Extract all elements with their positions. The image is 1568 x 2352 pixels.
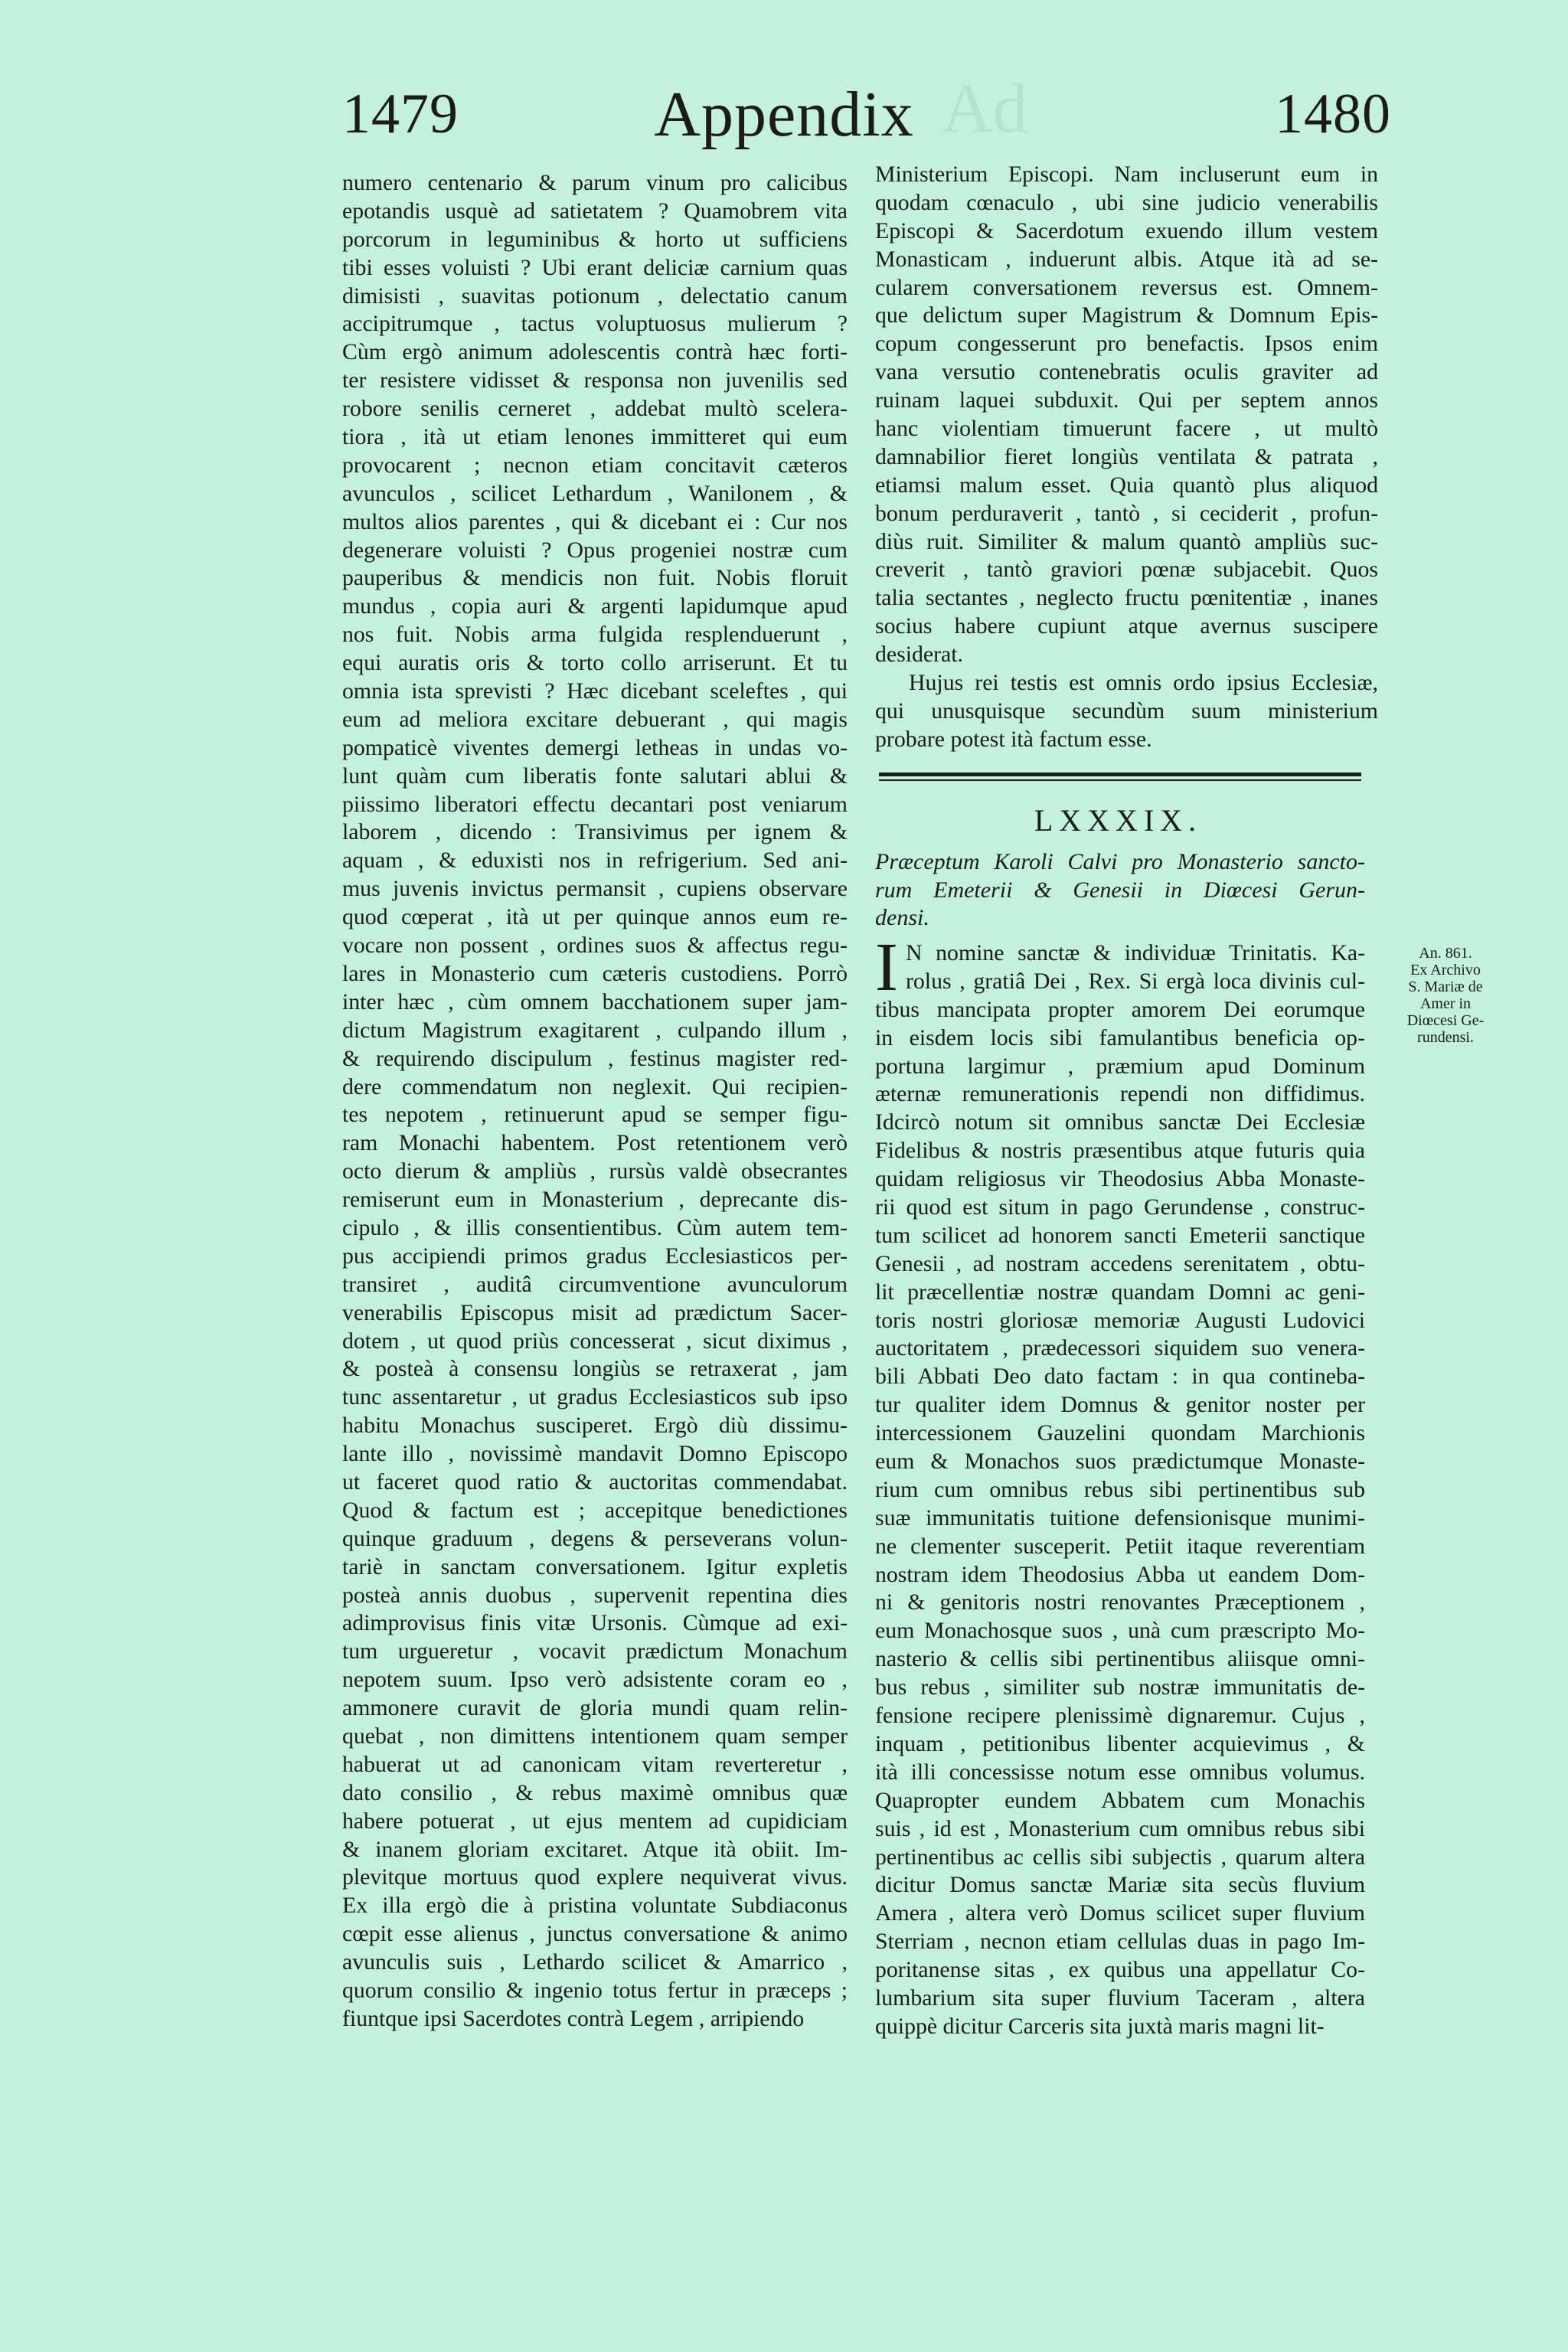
text-line: qui unusquisque secundùm suum ministerium xyxy=(875,697,1378,724)
text-line: equi auratis oris & torto collo arriserunt. Et tu xyxy=(342,650,848,676)
text-line: tiora , ità ut etiam lenones immitteret qui eum xyxy=(342,424,848,450)
text-line: fiuntque ipsi Sacerdotes contrà Legem , arripiendo xyxy=(342,2005,805,2031)
text-line: ter resistere vidisset & responsa non juvenilis sed xyxy=(342,368,848,394)
drop-cap-initial: I xyxy=(875,929,898,1005)
text-line: eum Monachosque suos , unà cum præscripto Mo- xyxy=(875,1618,1365,1644)
text-line: Ministerium Episcopi. Nam incluserunt eum in xyxy=(875,162,1378,187)
text-line: & inanem gloriam excitaret. Atque ità obiit. Im- xyxy=(342,1836,848,1862)
text-line: quippè dicitur Carceris sita juxtà maris magni lit- xyxy=(875,2013,1325,2039)
text-line: ram Monachi habentem. Post retentionem verò xyxy=(342,1130,848,1156)
text-line: dimisisti , suavitas potionum , delectatio canum xyxy=(342,283,848,309)
text-line: remiserunt eum in Monasterium , deprecante dis- xyxy=(342,1187,848,1213)
text-line: Idcircò notum sit omnibus sanctæ Dei Ecclesiæ xyxy=(875,1109,1365,1135)
text-line: aquam , & eduxisti nos in refrigerium. Sed ani- xyxy=(342,848,848,874)
page-number-left: 1479 xyxy=(342,83,459,145)
text-line: tunc assentaretur , ut gradus Ecclesiasticos sub ipso xyxy=(342,1384,848,1410)
text-line: diùs ruit. Similiter & malum quantò ampliùs suc- xyxy=(875,528,1378,554)
text-line: N nomine sanctæ & individuæ Trinitatis. Ka- xyxy=(905,940,1365,965)
text-line: numero centenario & parum vinum pro calicibus xyxy=(342,170,848,195)
text-line: in eisdem locis sibi famulantibus beneficia op- xyxy=(875,1024,1365,1050)
text-line: ni & genitoris nostri renovantes Præceptionem , xyxy=(875,1589,1365,1615)
text-line: nepotem suum. Ipso verò adsistente coram eo , xyxy=(342,1667,848,1693)
text-line: avunculos , scilicet Lethardum , Wanilonem , & xyxy=(342,480,848,506)
text-line: quorum consilio & ingenio totus fertur in præceps ; xyxy=(342,1978,848,2003)
text-line: Amera , altera verò Domus scilicet super fluvium xyxy=(875,1900,1365,1926)
text-line: habitu Monachus susciperet. Ergò diù dissimu- xyxy=(342,1413,848,1439)
text-line: Ex illa ergò die à pristina voluntate Subdiaconus xyxy=(342,1893,848,1919)
text-line: ne clementer susceperit. Petiit itaque reverentiam xyxy=(875,1533,1365,1559)
text-line: & requirendo discipulum , festinus magister red- xyxy=(342,1045,848,1071)
text-line: bonum perduraverit , tantò , si ceciderit , profun- xyxy=(875,500,1378,526)
text-line: inter hæc , cùm omnem bacchationem super jam- xyxy=(342,988,848,1014)
show-through-watermark: Ad xyxy=(942,69,1028,147)
text-line: que delictum super Magistrum & Domnum Epis- xyxy=(875,302,1378,328)
text-line: Sterriam , necnon etiam cellulas duas in pago Im- xyxy=(875,1929,1365,1955)
text-line: epotandis usquè ad satietatem ? Quamobrem vita xyxy=(342,198,848,224)
text-line: quebat , non dimittens intentionem quam semper xyxy=(342,1723,848,1749)
text-line: cipulo , & illis consentientibus. Cùm autem tem- xyxy=(342,1214,848,1240)
text-line: fensione recipere plenissimè dignaremur. Cujus , xyxy=(875,1703,1365,1729)
section-divider-rule xyxy=(879,773,1361,776)
text-line: laborem , dicendo : Transivimus per ignem & xyxy=(342,819,848,845)
text-line: dotem , ut quod priùs concesserat , sicut diximus , xyxy=(342,1328,848,1354)
text-line: octo dierum & ampliùs , rursùs valdè obsecrantes xyxy=(342,1158,848,1184)
text-line: ruinam laquei subduxit. Qui per septem annos xyxy=(875,387,1378,413)
margin-note-line: Ex Archivo xyxy=(1410,962,1481,978)
text-line: habere potuerat , ut ejus mentem ad cupidiciam xyxy=(342,1808,848,1834)
text-line: porcorum in leguminibus & horto ut sufficiens xyxy=(342,226,848,252)
text-line: nostram idem Theodosius Abba ut eandem Dom- xyxy=(875,1561,1365,1587)
text-line: avunculis suis , Lethardo scilicet & Amarrico , xyxy=(342,1949,848,1975)
text-line: pertinentibus ac cellis sibi subjectis , quarum altera xyxy=(875,1844,1365,1870)
text-line: accipitrumque , tactus voluptuosus mulierum ? xyxy=(342,311,848,337)
text-line: nasterio & cellis sibi pertinentibus aliisque omni- xyxy=(875,1646,1365,1672)
text-line: multos alios parentes , qui & dicebant ei : Cur nos xyxy=(342,508,848,534)
text-line: dictum Magistrum exagitarent , culpando illum , xyxy=(342,1017,848,1043)
text-line: tariè in sanctam conversationem. Igitur expletis xyxy=(342,1553,848,1579)
text-line: Hujus rei testis est omnis ordo ipsius Ecclesiæ, xyxy=(909,670,1378,696)
text-line: cularem conversationem reversus est. Omnem- xyxy=(875,274,1378,300)
text-line: suæ immunitatis tuitione defensionisque munimi- xyxy=(875,1504,1365,1530)
page-number-right: 1480 xyxy=(1275,83,1391,145)
text-line: cœpit esse alienus , junctus conversatione & animo xyxy=(342,1921,848,1947)
text-line: Monasticam , induerunt albis. Atque ità ad se- xyxy=(875,246,1378,272)
text-line: omnia ista sprevisti ? Hæc dicebant sceleftes , qui xyxy=(342,678,848,704)
text-line: transiret , auditâ circumventione avunculorum xyxy=(342,1271,848,1297)
text-line: ut faceret quod ratio & auctoritas commendabat. xyxy=(342,1468,848,1494)
text-line: poritanense sitas , ex quibus una appellatur Co- xyxy=(875,1957,1365,1983)
text-line: lunt quàm cum liberatis fonte salutari ablui & xyxy=(342,763,848,789)
charter-title-line: Præceptum Karoli Calvi pro Monasterio sancto- xyxy=(875,849,1365,874)
text-line: talia sectantes , neglecto fructu pœnitentiæ , inanes xyxy=(875,585,1378,611)
text-line: provocarent ; necnon etiam concitavit cæteros xyxy=(342,452,848,478)
text-line: quidam religiosus vir Theodosius Abba Monaste- xyxy=(875,1166,1365,1192)
text-line: Quapropter eundem Abbatem cum Monachis xyxy=(875,1787,1365,1813)
text-line: bus rebus , similiter sub nostræ immunitatis de- xyxy=(875,1674,1365,1700)
charter-title-line: densi. xyxy=(875,905,929,930)
left-column-text xyxy=(342,169,848,2034)
margin-note-line: Diœcesi Ge- xyxy=(1406,1012,1485,1029)
text-line: inquam , petitionibus libenter acquievimus , & xyxy=(875,1730,1365,1756)
text-line: tibi esses voluisti ? Ubi erant deliciæ carnium quas xyxy=(342,254,848,280)
running-title: Appendix xyxy=(654,79,914,150)
section-divider-rule-thin xyxy=(879,779,1361,781)
text-line: venerabilis Episcopus misit ad prædictum Sacer- xyxy=(342,1299,848,1325)
text-line: Fidelibus & nostris præsentibus atque futuris quia xyxy=(875,1138,1365,1164)
margin-note xyxy=(1392,945,1499,1046)
text-line: Genesii , ad nostram accedens serenitatem , obtu- xyxy=(875,1250,1365,1276)
text-line: ità illi concessisse notum esse omnibus volumus. xyxy=(875,1759,1365,1785)
text-line: æternæ remunerationis rependi non diffidimus. xyxy=(875,1081,1365,1107)
text-line: lit præcellentiæ nostræ quandam Domni ac geni- xyxy=(875,1279,1365,1305)
text-line: quodam cœnaculo , ubi sine judicio venerabilis xyxy=(875,189,1378,215)
text-line: lante illo , novissimè mandavit Domno Episcopo xyxy=(342,1441,848,1467)
text-line: toris nostri gloriosæ memoriæ Augusti Ludovici xyxy=(875,1307,1365,1333)
text-line: tibus mancipata propter amorem Dei eorumque xyxy=(875,996,1365,1022)
text-line: portuna largimur , præmium apud Dominum xyxy=(875,1053,1365,1079)
text-line: robore senilis cerneret , addebat multò scelera- xyxy=(342,396,848,422)
charter-title-line: rum Emeterii & Genesii in Diœcesi Gerun- xyxy=(875,877,1365,903)
margin-note-line: rundensi. xyxy=(1417,1029,1474,1046)
text-line: vocare non possent , ordines suos & affectus regu- xyxy=(342,933,848,959)
text-line: intercessionem Gauzelini quondam Marchionis xyxy=(875,1420,1365,1446)
text-line: tur qualiter idem Domnus & genitor noster per xyxy=(875,1392,1365,1418)
text-line: pauperibus & mendicis non fuit. Nobis floruit xyxy=(342,565,848,591)
text-line: dato consilio , & rebus maximè omnibus quæ xyxy=(342,1779,848,1805)
text-line: dicitur Domus sanctæ Mariæ sita secùs fluvium xyxy=(875,1872,1365,1898)
text-line: pus accipiendi primos gradus Ecclesiasticos per- xyxy=(342,1243,848,1269)
charter-body-text xyxy=(875,929,1365,2041)
text-line: nos fuit. Nobis arma fulgida resplenduerunt , xyxy=(342,622,848,648)
margin-note-line: S. Mariæ de xyxy=(1408,978,1483,995)
text-line: damnabilior fieret longiùs ventilata & patrata , xyxy=(875,443,1378,469)
text-line: lares in Monasterio cum cæteris custodiens. Porrò xyxy=(342,960,848,986)
text-line: creverit , tantò graviori pœnæ subjacebit. Quos xyxy=(875,557,1378,583)
text-line: rii quod est situm in pago Gerundense , construc- xyxy=(875,1194,1365,1220)
text-line: eum ad meliora excitare debuerant , qui magis xyxy=(342,706,848,732)
section-number: LXXXIX. xyxy=(1034,803,1203,838)
text-line: degenerare voluisti ? Opus progeniei nostræ cum xyxy=(342,537,848,563)
text-line: tum urgueretur , vocavit prædictum Monachum xyxy=(342,1638,848,1664)
text-line: posteà annis duobus , supervenit repentina dies xyxy=(342,1582,848,1608)
text-line: piissimo liberatori effectu decantari post veniarum xyxy=(342,791,848,817)
text-line: adimprovisus finis vitæ Ursonis. Cùmque ad exi- xyxy=(342,1610,848,1636)
text-line: Cùm ergò animum adolescentis contrà hæc forti- xyxy=(342,339,848,365)
text-line: rium cum omnibus rebus sibi pertinentibus sub xyxy=(875,1476,1365,1502)
text-line: desiderat. xyxy=(875,642,963,668)
text-line: Quod & factum est ; accepitque benedictiones xyxy=(342,1497,848,1523)
text-line: copum congesserunt pro benefactis. Ipsos enim xyxy=(875,331,1378,357)
margin-note-line: Amer in xyxy=(1419,995,1472,1012)
text-line: suis , id est , Monasterium cum omnibus rebus sibi xyxy=(875,1815,1365,1841)
text-line: vana versutio contenebratis oculis graviter ad xyxy=(875,359,1378,385)
text-line: rolus , gratiâ Dei , Rex. Si ergà loca divinis cul- xyxy=(905,968,1365,994)
charter-title xyxy=(875,848,1365,933)
right-column-top-text xyxy=(875,161,1378,754)
text-line: & posteà à consensu longiùs se retraxerat , jam xyxy=(342,1356,848,1382)
text-line: hanc violentiam timuerunt facere , ut multò xyxy=(875,416,1378,442)
margin-note-line: An. 861. xyxy=(1419,945,1472,962)
text-line: tes nepotem , retinuerunt apud se semper figu- xyxy=(342,1102,848,1128)
text-line: eum & Monachos suos prædictumque Monaste- xyxy=(875,1449,1365,1475)
text-line: bili Abbati Deo dato factam : in qua contineba- xyxy=(875,1364,1365,1390)
text-line: socius habere cupiunt atque avernus suscipere xyxy=(875,613,1378,639)
text-line: auctoritatem , prædecessori siquidem suo venera- xyxy=(875,1335,1365,1361)
text-line: etiamsi malum esset. Quia quantò plus aliquod xyxy=(875,472,1378,498)
text-line: habuerat ut ad canonicam vitam reverteretur , xyxy=(342,1751,848,1777)
text-line: mundus , copia auri & argenti lapidumque apud xyxy=(342,593,848,619)
text-line: ammonere curavit de gloria mundi quam relin- xyxy=(342,1695,848,1721)
text-line: Episcopi & Sacerdotum exuendo illum vestem xyxy=(875,217,1378,243)
text-line: pompaticè viventes demergi letheas in undas vo- xyxy=(342,734,848,760)
text-line: quinque graduum , degens & perseverans volun- xyxy=(342,1525,848,1551)
text-line: tum scilicet ad honorem sancti Emeterii sanctique xyxy=(875,1222,1365,1248)
text-line: quod cœperat , ità ut per quinque annos eum re- xyxy=(342,904,848,930)
text-line: mus juvenis invictus permansit , cupiens observare xyxy=(342,876,848,902)
text-line: plevitque mortuus quod explere nequiverat vivus. xyxy=(342,1864,848,1890)
text-line: dere commendatum non neglexit. Qui recipien- xyxy=(342,1073,848,1099)
text-line: lumbarium sita super fluvium Taceram , altera xyxy=(875,1984,1365,2011)
text-line: probare potest ità factum esse. xyxy=(875,726,1152,752)
